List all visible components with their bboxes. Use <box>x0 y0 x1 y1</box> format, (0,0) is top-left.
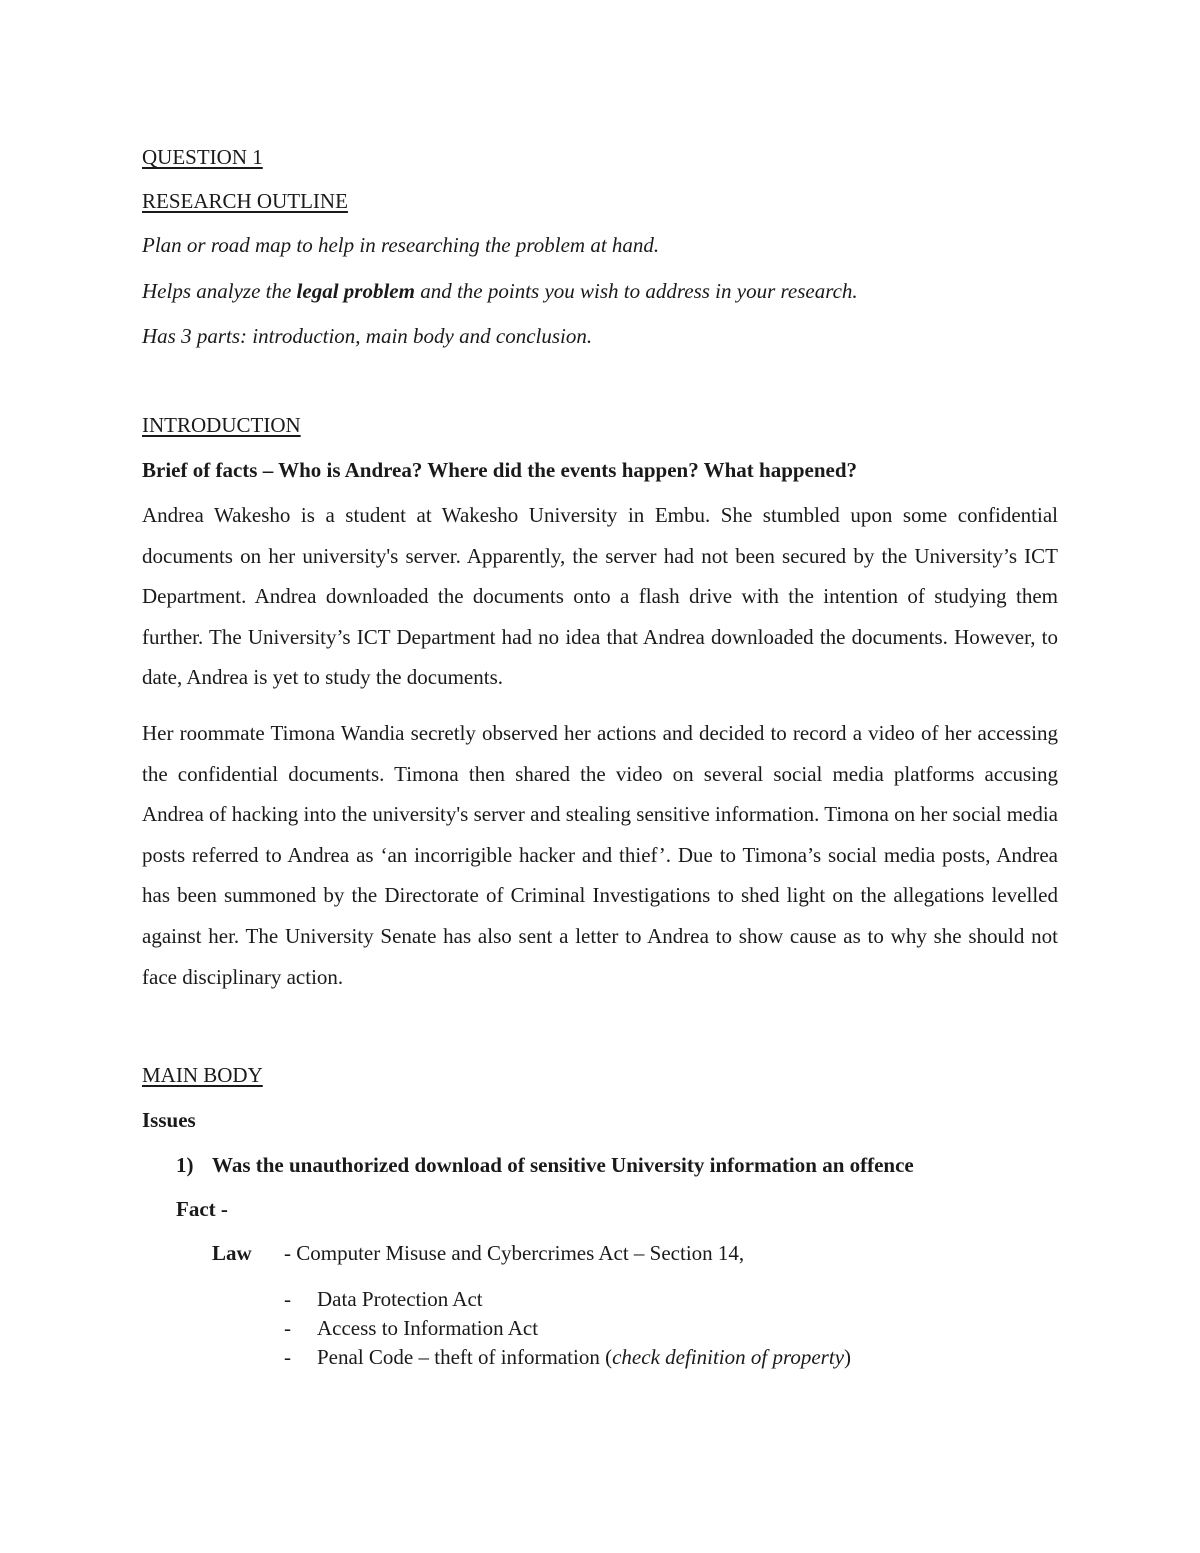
issue-1-text: Was the unauthorized download of sensitive University information an offence <box>212 1153 914 1177</box>
brief-of-facts: Brief of facts – Who is Andrea? Where did the events happen? What happened? <box>142 458 858 482</box>
introduction-heading: INTRODUCTION <box>142 413 301 437</box>
law-label: Law <box>212 1241 252 1265</box>
law-item-data-protection: Data Protection Act <box>317 1287 483 1311</box>
bullet-dash: - <box>284 1345 291 1369</box>
outline-line-3: Has 3 parts: introduction, main body and conclusion. <box>142 324 593 348</box>
question-title: QUESTION 1 <box>142 145 263 169</box>
issue-1-number: 1) <box>176 1153 194 1177</box>
facts-paragraph-1: Andrea Wakesho is a student at Wakesho University in Embu. She stumbled upon some confidential documents on her university's server. Apparently, the server had not been secured by the University’s ICT Department. Andrea downloaded the documents onto a flash drive with the intention of studying them further. The University’s ICT Department had no idea that Andrea downloaded the documents. However, to date, Andrea is yet to study the documents. <box>142 503 1058 690</box>
bullet-dash: - <box>284 1316 291 1340</box>
main-body-heading: MAIN BODY <box>142 1063 263 1087</box>
bullet-dash: - <box>284 1287 291 1311</box>
law-item-computer-misuse: - Computer Misuse and Cybercrimes Act – Section 14, <box>284 1241 745 1265</box>
law-item-access-to-information: Access to Information Act <box>317 1316 539 1340</box>
legal-problem-emphasis: legal problem <box>296 279 415 303</box>
facts-paragraph-2: Her roommate Timona Wandia secretly observed her actions and decided to record a video of her accessing the confidential documents. Timona then shared the video on several social media platforms accusing Andrea of hacking into the university's server and stealing sensitive information. Timona on her social media posts referred to Andrea as ‘an incorrigible hacker and thief’. Due to Timona’s social media posts, Andrea has been summoned by the Directorate of Criminal Investigations to shed light on the allegations levelled against her. The University Senate has also sent a letter to Andrea to show cause as to why she should not face disciplinary action. <box>142 721 1058 989</box>
fact-label: Fact - <box>176 1197 228 1221</box>
outline-line-2: Helps analyze the legal problem and the points you wish to address in your research. <box>142 279 858 303</box>
outline-line-1: Plan or road map to help in researching the problem at hand. <box>142 233 660 257</box>
issues-label: Issues <box>142 1108 196 1132</box>
law-item-penal-code: Penal Code – theft of information (check definition of property) <box>317 1345 852 1369</box>
research-outline-heading: RESEARCH OUTLINE <box>142 189 348 213</box>
